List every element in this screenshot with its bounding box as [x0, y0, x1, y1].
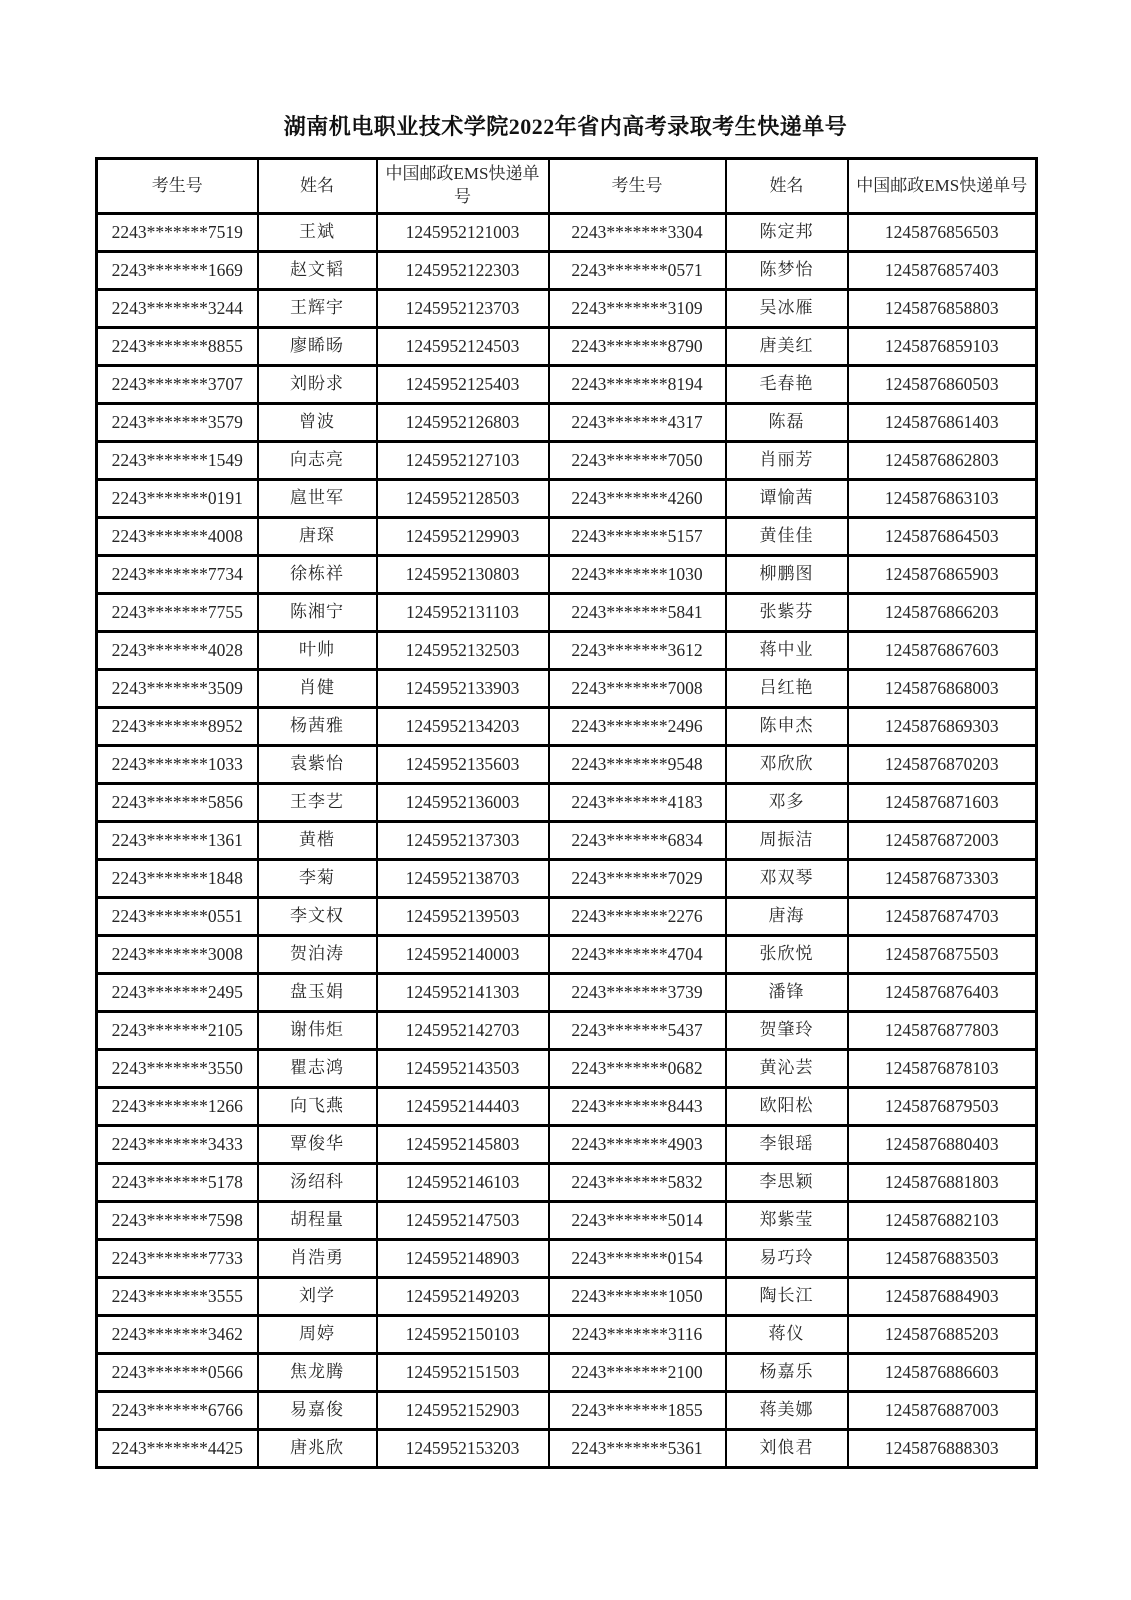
candidate-id-cell: 2243*******1361	[97, 822, 258, 860]
name-cell: 谢伟炬	[258, 1012, 377, 1050]
ems-number-cell: 1245876864503	[848, 518, 1037, 556]
ems-number-cell: 1245952139503	[377, 898, 549, 936]
candidate-id-cell: 2243*******6834	[549, 822, 726, 860]
candidate-id-cell: 2243*******2100	[549, 1354, 726, 1392]
name-cell: 陈湘宁	[258, 594, 377, 632]
candidate-id-cell: 2243*******1033	[97, 746, 258, 784]
candidate-id-cell: 2243*******8443	[549, 1088, 726, 1126]
table-row	[97, 898, 1037, 936]
table-body	[97, 214, 1037, 1468]
ems-number-cell: 1245876856503	[848, 214, 1037, 252]
candidate-id-cell: 2243*******5856	[97, 784, 258, 822]
ems-number-cell: 1245876857403	[848, 252, 1037, 290]
ems-number-cell: 1245952146103	[377, 1164, 549, 1202]
candidate-id-cell: 2243*******3555	[97, 1278, 258, 1316]
ems-number-cell: 1245952142703	[377, 1012, 549, 1050]
name-cell: 肖丽芳	[726, 442, 848, 480]
ems-number-cell: 1245952125403	[377, 366, 549, 404]
name-cell: 袁紫怡	[258, 746, 377, 784]
candidate-id-cell: 2243*******7734	[97, 556, 258, 594]
name-cell: 杨茜雅	[258, 708, 377, 746]
candidate-id-cell: 2243*******3109	[549, 290, 726, 328]
ems-number-cell: 1245952147503	[377, 1202, 549, 1240]
table-row	[97, 1316, 1037, 1354]
ems-number-cell: 1245952141303	[377, 974, 549, 1012]
table-row	[97, 1278, 1037, 1316]
table-header-cell: 中国邮政EMS快递单号	[848, 159, 1037, 214]
table-row	[97, 518, 1037, 556]
ems-number-cell: 1245952122303	[377, 252, 549, 290]
ems-number-cell: 1245952136003	[377, 784, 549, 822]
table-row	[97, 1012, 1037, 1050]
ems-number-cell: 1245952123703	[377, 290, 549, 328]
table-row	[97, 936, 1037, 974]
table-row	[97, 860, 1037, 898]
name-cell: 邓多	[726, 784, 848, 822]
ems-number-cell: 1245952129903	[377, 518, 549, 556]
table-row	[97, 1050, 1037, 1088]
candidate-id-cell: 2243*******3509	[97, 670, 258, 708]
name-cell: 李银瑶	[726, 1126, 848, 1164]
candidate-id-cell: 2243*******3008	[97, 936, 258, 974]
ems-number-cell: 1245876862803	[848, 442, 1037, 480]
table-header-cell: 姓名	[726, 159, 848, 214]
ems-number-cell: 1245876888303	[848, 1430, 1037, 1468]
table-row	[97, 1240, 1037, 1278]
name-cell: 瞿志鸿	[258, 1050, 377, 1088]
name-cell: 汤绍科	[258, 1164, 377, 1202]
ems-number-cell: 1245876886603	[848, 1354, 1037, 1392]
ems-number-cell: 1245876876403	[848, 974, 1037, 1012]
name-cell: 易巧玲	[726, 1240, 848, 1278]
name-cell: 吕红艳	[726, 670, 848, 708]
name-cell: 吴冰雁	[726, 290, 848, 328]
ems-number-cell: 1245952140003	[377, 936, 549, 974]
name-cell: 蒋仪	[726, 1316, 848, 1354]
ems-number-cell: 1245876884903	[848, 1278, 1037, 1316]
name-cell: 郑紫莹	[726, 1202, 848, 1240]
candidate-id-cell: 2243*******5157	[549, 518, 726, 556]
candidate-id-cell: 2243*******0191	[97, 480, 258, 518]
candidate-id-cell: 2243*******7008	[549, 670, 726, 708]
candidate-id-cell: 2243*******1855	[549, 1392, 726, 1430]
candidate-id-cell: 2243*******1050	[549, 1278, 726, 1316]
name-cell: 黄佳佳	[726, 518, 848, 556]
name-cell: 李文权	[258, 898, 377, 936]
name-cell: 欧阳松	[726, 1088, 848, 1126]
name-cell: 唐琛	[258, 518, 377, 556]
name-cell: 杨嘉乐	[726, 1354, 848, 1392]
ems-number-cell: 1245876868003	[848, 670, 1037, 708]
table-header-cell: 考生号	[97, 159, 258, 214]
candidate-id-cell: 2243*******3579	[97, 404, 258, 442]
ems-number-cell: 1245876875503	[848, 936, 1037, 974]
name-cell: 向飞燕	[258, 1088, 377, 1126]
ems-number-cell: 1245876883503	[848, 1240, 1037, 1278]
ems-number-cell: 1245952127103	[377, 442, 549, 480]
name-cell: 盘玉娟	[258, 974, 377, 1012]
name-cell: 唐美红	[726, 328, 848, 366]
candidate-id-cell: 2243*******0551	[97, 898, 258, 936]
ems-number-cell: 1245876872003	[848, 822, 1037, 860]
name-cell: 蒋中业	[726, 632, 848, 670]
candidate-id-cell: 2243*******7598	[97, 1202, 258, 1240]
candidate-id-cell: 2243*******2495	[97, 974, 258, 1012]
table-row	[97, 1088, 1037, 1126]
name-cell: 易嘉俊	[258, 1392, 377, 1430]
ems-number-cell: 1245952151503	[377, 1354, 549, 1392]
name-cell: 覃俊华	[258, 1126, 377, 1164]
table-row	[97, 1354, 1037, 1392]
ems-number-cell: 1245876882103	[848, 1202, 1037, 1240]
candidate-id-cell: 2243*******7050	[549, 442, 726, 480]
name-cell: 陈申杰	[726, 708, 848, 746]
ems-number-cell: 1245952138703	[377, 860, 549, 898]
ems-number-cell: 1245952121003	[377, 214, 549, 252]
candidate-id-cell: 2243*******4317	[549, 404, 726, 442]
ems-number-cell: 1245876869303	[848, 708, 1037, 746]
ems-number-cell: 1245876873303	[848, 860, 1037, 898]
name-cell: 张欣悦	[726, 936, 848, 974]
name-cell: 毛春艳	[726, 366, 848, 404]
table-row	[97, 784, 1037, 822]
table-row	[97, 480, 1037, 518]
ems-number-cell: 1245952152903	[377, 1392, 549, 1430]
candidate-id-cell: 2243*******8790	[549, 328, 726, 366]
table-row	[97, 594, 1037, 632]
candidate-id-cell: 2243*******1669	[97, 252, 258, 290]
table-row	[97, 1430, 1037, 1468]
candidate-id-cell: 2243*******5841	[549, 594, 726, 632]
table-row	[97, 1392, 1037, 1430]
name-cell: 陈磊	[726, 404, 848, 442]
name-cell: 李思颖	[726, 1164, 848, 1202]
ems-number-cell: 1245952143503	[377, 1050, 549, 1088]
name-cell: 赵文韬	[258, 252, 377, 290]
name-cell: 邓欣欣	[726, 746, 848, 784]
candidate-id-cell: 2243*******1848	[97, 860, 258, 898]
page-title: 湖南机电职业技术学院2022年省内高考录取考生快递单号	[283, 114, 848, 139]
candidate-id-cell: 2243*******2276	[549, 898, 726, 936]
ems-number-cell: 1245952148903	[377, 1240, 549, 1278]
candidate-id-cell: 2243*******8855	[97, 328, 258, 366]
ems-tracking-table	[95, 157, 1038, 1469]
name-cell: 贺泊涛	[258, 936, 377, 974]
candidate-id-cell: 2243*******4183	[549, 784, 726, 822]
name-cell: 叶帅	[258, 632, 377, 670]
candidate-id-cell: 2243*******3304	[549, 214, 726, 252]
candidate-id-cell: 2243*******7733	[97, 1240, 258, 1278]
table-row	[97, 974, 1037, 1012]
table-row	[97, 366, 1037, 404]
table-row	[97, 404, 1037, 442]
candidate-id-cell: 2243*******0154	[549, 1240, 726, 1278]
candidate-id-cell: 2243*******1266	[97, 1088, 258, 1126]
candidate-id-cell: 2243*******0682	[549, 1050, 726, 1088]
ems-number-cell: 1245876885203	[848, 1316, 1037, 1354]
candidate-id-cell: 2243*******3707	[97, 366, 258, 404]
ems-number-cell: 1245952149203	[377, 1278, 549, 1316]
ems-number-cell: 1245876859103	[848, 328, 1037, 366]
candidate-id-cell: 2243*******1030	[549, 556, 726, 594]
candidate-id-cell: 2243*******7755	[97, 594, 258, 632]
table-row	[97, 252, 1037, 290]
table-row	[97, 214, 1037, 252]
name-cell: 焦龙腾	[258, 1354, 377, 1392]
ems-number-cell: 1245876861403	[848, 404, 1037, 442]
name-cell: 刘盼求	[258, 366, 377, 404]
table-row	[97, 290, 1037, 328]
ems-number-cell: 1245876858803	[848, 290, 1037, 328]
name-cell: 柳鹏图	[726, 556, 848, 594]
name-cell: 陈梦怡	[726, 252, 848, 290]
candidate-id-cell: 2243*******0566	[97, 1354, 258, 1392]
table-row	[97, 746, 1037, 784]
ems-number-cell: 1245876878103	[848, 1050, 1037, 1088]
name-cell: 向志亮	[258, 442, 377, 480]
candidate-id-cell: 2243*******6766	[97, 1392, 258, 1430]
name-cell: 肖健	[258, 670, 377, 708]
ems-number-cell: 1245876877803	[848, 1012, 1037, 1050]
name-cell: 王斌	[258, 214, 377, 252]
ems-number-cell: 1245876867603	[848, 632, 1037, 670]
candidate-id-cell: 2243*******5437	[549, 1012, 726, 1050]
table-row	[97, 442, 1037, 480]
name-cell: 蒋美娜	[726, 1392, 848, 1430]
table-header-row	[97, 159, 1037, 214]
candidate-id-cell: 2243*******3462	[97, 1316, 258, 1354]
name-cell: 李菊	[258, 860, 377, 898]
ems-number-cell: 1245952150103	[377, 1316, 549, 1354]
ems-number-cell: 1245952137303	[377, 822, 549, 860]
table-header-cell: 考生号	[549, 159, 726, 214]
candidate-id-cell: 2243*******0571	[549, 252, 726, 290]
table-row	[97, 1164, 1037, 1202]
ems-number-cell: 1245952128503	[377, 480, 549, 518]
name-cell: 邓双琴	[726, 860, 848, 898]
name-cell: 黄楷	[258, 822, 377, 860]
table-row	[97, 822, 1037, 860]
name-cell: 胡程量	[258, 1202, 377, 1240]
name-cell: 刘学	[258, 1278, 377, 1316]
candidate-id-cell: 2243*******8952	[97, 708, 258, 746]
name-cell: 贺肇玲	[726, 1012, 848, 1050]
name-cell: 周振洁	[726, 822, 848, 860]
ems-number-cell: 1245876871603	[848, 784, 1037, 822]
ems-number-cell: 1245876887003	[848, 1392, 1037, 1430]
candidate-id-cell: 2243*******5832	[549, 1164, 726, 1202]
candidate-id-cell: 2243*******8194	[549, 366, 726, 404]
ems-number-cell: 1245876870203	[848, 746, 1037, 784]
ems-number-cell: 1245876881803	[848, 1164, 1037, 1202]
candidate-id-cell: 2243*******4425	[97, 1430, 258, 1468]
ems-number-cell: 1245952130803	[377, 556, 549, 594]
ems-number-cell: 1245876860503	[848, 366, 1037, 404]
name-cell: 周婷	[258, 1316, 377, 1354]
name-cell: 廖睎旸	[258, 328, 377, 366]
name-cell: 唐海	[726, 898, 848, 936]
table-header-cell: 中国邮政EMS快递单号	[377, 159, 549, 214]
candidate-id-cell: 2243*******4903	[549, 1126, 726, 1164]
ems-number-cell: 1245952124503	[377, 328, 549, 366]
ems-number-cell: 1245876865903	[848, 556, 1037, 594]
name-cell: 刘俍君	[726, 1430, 848, 1468]
ems-number-cell: 1245876880403	[848, 1126, 1037, 1164]
ems-number-cell: 1245876879503	[848, 1088, 1037, 1126]
candidate-id-cell: 2243*******3550	[97, 1050, 258, 1088]
candidate-id-cell: 2243*******7519	[97, 214, 258, 252]
name-cell: 张紫芬	[726, 594, 848, 632]
candidate-id-cell: 2243*******4008	[97, 518, 258, 556]
candidate-id-cell: 2243*******1549	[97, 442, 258, 480]
ems-number-cell: 1245952133903	[377, 670, 549, 708]
name-cell: 谭愉茜	[726, 480, 848, 518]
table-row	[97, 1202, 1037, 1240]
ems-number-cell: 1245952153203	[377, 1430, 549, 1468]
candidate-id-cell: 2243*******3116	[549, 1316, 726, 1354]
table-row	[97, 556, 1037, 594]
ems-number-cell: 1245952131103	[377, 594, 549, 632]
name-cell: 陶长江	[726, 1278, 848, 1316]
ems-number-cell: 1245952144403	[377, 1088, 549, 1126]
name-cell: 徐栋祥	[258, 556, 377, 594]
name-cell: 潘锋	[726, 974, 848, 1012]
candidate-id-cell: 2243*******4028	[97, 632, 258, 670]
ems-number-cell: 1245952134203	[377, 708, 549, 746]
table-header-cell: 姓名	[258, 159, 377, 214]
name-cell: 唐兆欣	[258, 1430, 377, 1468]
ems-number-cell: 1245876863103	[848, 480, 1037, 518]
table-row	[97, 632, 1037, 670]
name-cell: 黄沁芸	[726, 1050, 848, 1088]
ems-number-cell: 1245876866203	[848, 594, 1037, 632]
ems-number-cell: 1245952126803	[377, 404, 549, 442]
name-cell: 陈定邦	[726, 214, 848, 252]
name-cell: 王李艺	[258, 784, 377, 822]
candidate-id-cell: 2243*******9548	[549, 746, 726, 784]
table-row	[97, 328, 1037, 366]
candidate-id-cell: 2243*******5014	[549, 1202, 726, 1240]
table-row	[97, 708, 1037, 746]
table-row	[97, 670, 1037, 708]
candidate-id-cell: 2243*******4260	[549, 480, 726, 518]
ems-number-cell: 1245876874703	[848, 898, 1037, 936]
candidate-id-cell: 2243*******5178	[97, 1164, 258, 1202]
name-cell: 扈世军	[258, 480, 377, 518]
candidate-id-cell: 2243*******2496	[549, 708, 726, 746]
candidate-id-cell: 2243*******4704	[549, 936, 726, 974]
ems-number-cell: 1245952132503	[377, 632, 549, 670]
candidate-id-cell: 2243*******5361	[549, 1430, 726, 1468]
name-cell: 曾波	[258, 404, 377, 442]
ems-number-cell: 1245952135603	[377, 746, 549, 784]
table-row	[97, 1126, 1037, 1164]
ems-number-cell: 1245952145803	[377, 1126, 549, 1164]
name-cell: 肖浩勇	[258, 1240, 377, 1278]
candidate-id-cell: 2243*******2105	[97, 1012, 258, 1050]
candidate-id-cell: 2243*******3739	[549, 974, 726, 1012]
candidate-id-cell: 2243*******7029	[549, 860, 726, 898]
candidate-id-cell: 2243*******3433	[97, 1126, 258, 1164]
candidate-id-cell: 2243*******3244	[97, 290, 258, 328]
candidate-id-cell: 2243*******3612	[549, 632, 726, 670]
name-cell: 王辉宇	[258, 290, 377, 328]
